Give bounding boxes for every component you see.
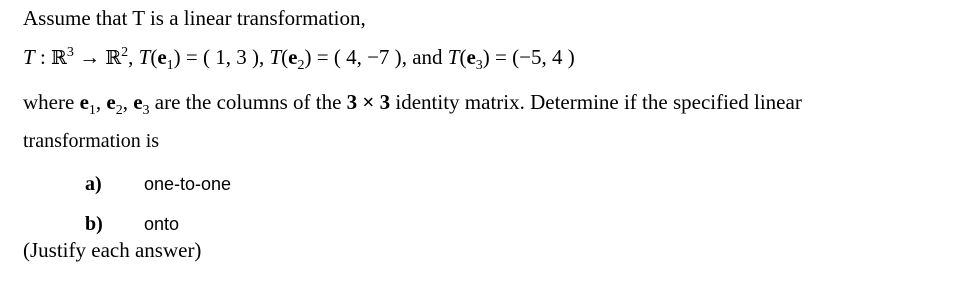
option-b-letter: b) bbox=[85, 213, 103, 235]
transform-symbol: T bbox=[23, 45, 35, 69]
condition-middle: are the columns of the bbox=[154, 90, 342, 114]
option-a-text: one-to-one bbox=[144, 174, 232, 194]
colon: : bbox=[39, 45, 46, 69]
arrow-symbol: → bbox=[79, 45, 101, 69]
condition-prefix: where bbox=[23, 90, 75, 114]
image-e1: $T(e_1)$ = ( 1, 3 ) bbox=[138, 45, 259, 73]
basis-vector-e2: $e_2$ bbox=[106, 90, 123, 118]
condition-text: where $e_1$, $e_2$, $e_3$ are the columns of the 3 × 3 identity matrix. Determine if the specified linear bbox=[23, 90, 802, 118]
condition-suffix: identity matrix. Determine if the specified linear bbox=[395, 90, 802, 114]
codomain-space: ℝ bbox=[105, 47, 122, 69]
option-b-text: onto bbox=[144, 214, 180, 234]
and-word: and bbox=[412, 45, 443, 69]
image-e3: $T(e_3) = (-5$, 4 ) bbox=[447, 45, 575, 73]
domain-space: ℝ bbox=[51, 47, 67, 69]
matrix-size: 3 × 3 bbox=[346, 90, 391, 114]
option-a-letter: a) bbox=[85, 173, 102, 195]
basis-vector-e1: $e_1$ bbox=[79, 90, 96, 118]
continuation-text: transformation is bbox=[23, 130, 160, 152]
intro-text: Assume that T is a linear transformation, bbox=[23, 6, 366, 30]
image-e2: $T(e_2)$ = ( 4, −7 ) bbox=[269, 45, 402, 73]
basis-vector-e3: $e_3$ bbox=[133, 90, 150, 118]
mapping-equation: T : ℝ$^3$ → ℝ$^2$, $T(e_1)$ = ( 1, 3 ), $T(e_2)$ = ( 4, −7 ), and $T(e_3) = (-5$, 4 ) bbox=[23, 45, 575, 73]
domain-exponent: 3 bbox=[66, 45, 74, 60]
footer-text: (Justify each answer) bbox=[23, 238, 202, 262]
codomain-exponent: 2 bbox=[121, 45, 129, 60]
